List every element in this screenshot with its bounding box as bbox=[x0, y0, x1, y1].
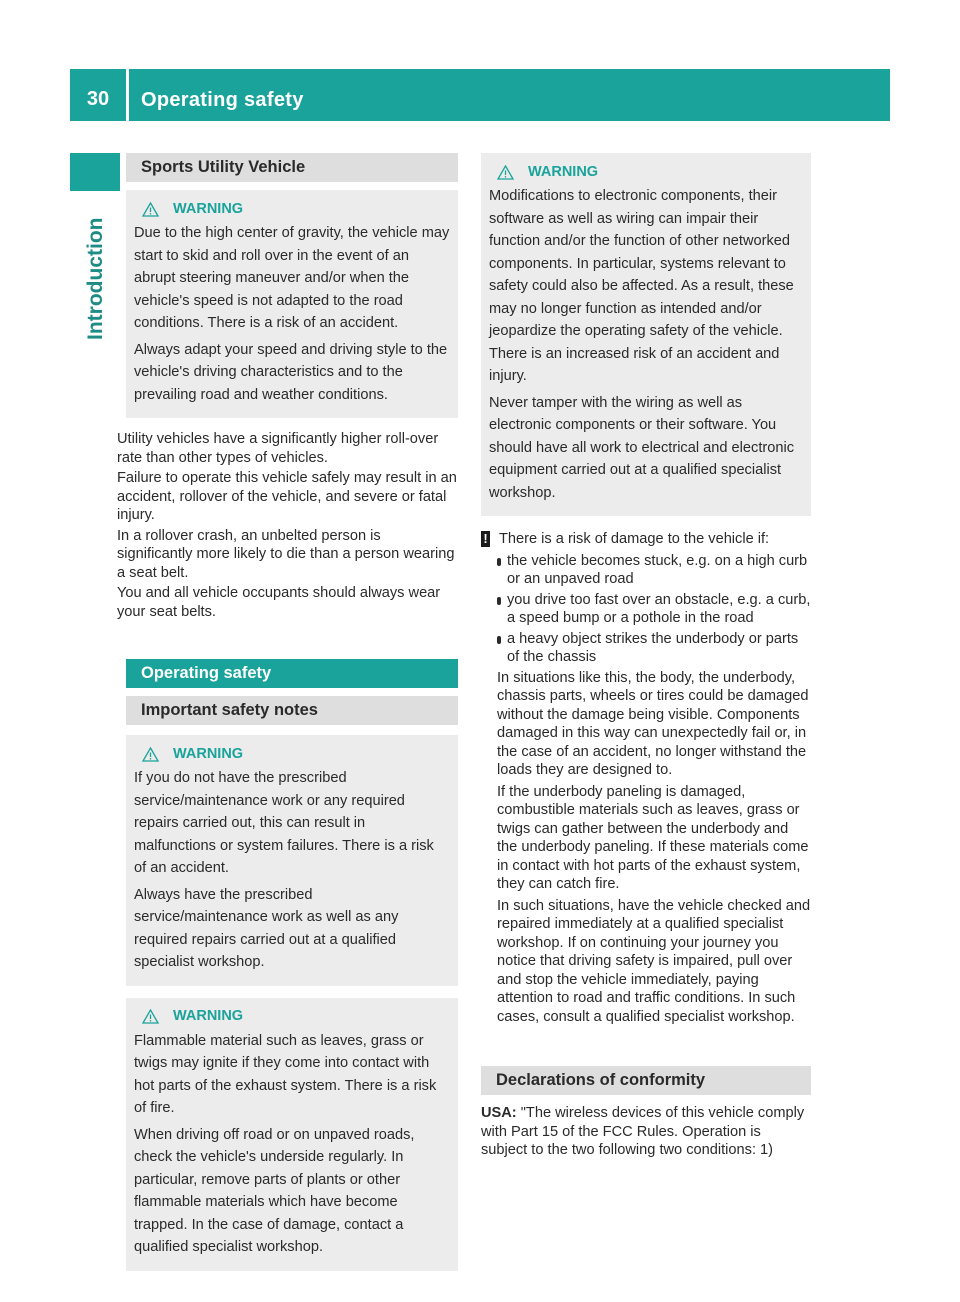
usa-label: USA: bbox=[481, 1105, 517, 1121]
exclamation-icon: ! bbox=[481, 531, 490, 547]
usa-text: "The wireless devices of this vehicle comply with Part 15 of the FCC Rules. Operation is subject to the two following two conditions: 1) bbox=[481, 1105, 805, 1158]
warning-box-electronics bbox=[481, 153, 811, 516]
paragraph: In situations like this, the body, the underbody, chassis parts, wheels or tires could be damaged without the damage being visible. Components damaged in this way can unexpectedly fail or, in the case of an accident, no longer withstand the loads they are designed to. bbox=[497, 669, 809, 778]
warning-box-fire bbox=[126, 998, 458, 1271]
paragraph: If the underbody paneling is damaged, combustible materials such as leaves, grass or twigs can gather between the underbody and the underbody paneling. If these materials come in contact with hot parts of the exhaust system, they can catch fire. bbox=[497, 783, 809, 892]
right-column bbox=[481, 153, 811, 1160]
warning-text: Never tamper with the wiring as well as electronic components or their software. You should have all work to electrical and electronic equipment carried out at a qualified specialist workshop. bbox=[489, 394, 795, 501]
warning-text: Due to the high center of gravity, the vehicle may start to skid and roll over in the event of an abrupt steering maneuver and/or when the vehicle's speed is not adapted to the road conditions. There is a risk of an accident. bbox=[134, 225, 450, 331]
list-item: you drive too fast over an obstacle, e.g. a curb, a speed bump or a pothole in the road bbox=[497, 591, 811, 628]
notice-lead: There is a risk of damage to the vehicle if: bbox=[499, 531, 770, 547]
warning-triangle-icon bbox=[142, 1009, 159, 1024]
warning-box-rollover bbox=[126, 190, 458, 418]
list-item: the vehicle becomes stuck, e.g. on a high curb or an unpaved road bbox=[497, 552, 811, 589]
paragraph: Utility vehicles have a significantly higher roll-over rate than other types of vehicles. bbox=[117, 431, 439, 466]
warning-text: If you do not have the prescribed service/maintenance work or any required repairs carried out, this can result in malfunctions or system failures. There is a risk of an accident. bbox=[134, 770, 434, 876]
warning-title: WARNING bbox=[134, 198, 450, 220]
rollover-info bbox=[117, 430, 458, 621]
warning-text: Flammable material such as leaves, grass or twigs may ignite if they come into contact with hot parts of the exhaust system. There is a risk of fire. bbox=[134, 1032, 437, 1116]
paragraph: In a rollover crash, an unbelted person is significantly more likely to die than a person wearing a seat belt. bbox=[117, 527, 455, 581]
warning-box-service bbox=[126, 735, 458, 986]
page-title: Operating safety bbox=[141, 89, 304, 111]
paragraph: In such situations, have the vehicle checked and repaired immediately at a qualified specialist workshop. If on continuing your journey you notice that driving safety is impaired, pull over and stop the vehicle immediately, paying attention to road and traffic conditions. In such cases, consult a qualified specialist workshop. bbox=[497, 897, 811, 1025]
warning-triangle-icon bbox=[142, 202, 159, 217]
side-tab-label: Introduction bbox=[84, 217, 107, 340]
section-heading-important-notes: Important safety notes bbox=[126, 696, 458, 725]
warning-text: When driving off road or on unpaved roads, check the vehicle's underside regularly. In particular, remove parts of plants or other flammable materials which have become trapped. In the case of damage, contact a qualified specialist workshop. bbox=[134, 1126, 415, 1255]
warning-title: WARNING bbox=[134, 1006, 450, 1028]
warning-title: WARNING bbox=[134, 743, 450, 765]
damage-list bbox=[481, 552, 811, 667]
section-heading-operating-safety: Operating safety bbox=[126, 659, 458, 688]
paragraph: You and all vehicle occupants should always wear your seat belts. bbox=[117, 585, 441, 620]
section-heading-suv: Sports Utility Vehicle bbox=[126, 153, 458, 182]
section-heading-declarations: Declarations of conformity bbox=[481, 1066, 811, 1095]
notice-head bbox=[481, 530, 811, 549]
warning-triangle-icon bbox=[142, 747, 159, 762]
notice-vehicle-damage bbox=[481, 530, 811, 1026]
warning-text: Always adapt your speed and driving style to the vehicle's driving characteristics and to the prevailing road and weather conditions. bbox=[134, 341, 448, 403]
notice-body bbox=[481, 669, 811, 1027]
usa-declaration bbox=[481, 1104, 811, 1160]
warning-text: Always have the prescribed service/maintenance work as well as any required repairs carried out at a qualified specialist workshop. bbox=[134, 886, 399, 970]
page-number: 30 bbox=[86, 88, 110, 110]
warning-triangle-icon bbox=[497, 165, 514, 180]
warning-title: WARNING bbox=[489, 161, 803, 183]
left-column bbox=[117, 153, 458, 1271]
list-item: a heavy object strikes the underbody or parts of the chassis bbox=[497, 630, 811, 667]
paragraph: Failure to operate this vehicle safely may result in an accident, rollover of the vehicle, and severe or fatal injury. bbox=[117, 470, 457, 523]
header-separator bbox=[126, 69, 129, 121]
side-tab-marker bbox=[70, 153, 120, 191]
warning-text: Modifications to electronic components, their software as well as wiring can impair their function and/or the function of other networked components. In particular, systems relevant to safety could also be affected. As a result, these may no longer function as intended and/or jeopardize the operating safety of the vehicle. There is an increased risk of an accident and injury. bbox=[489, 188, 794, 384]
